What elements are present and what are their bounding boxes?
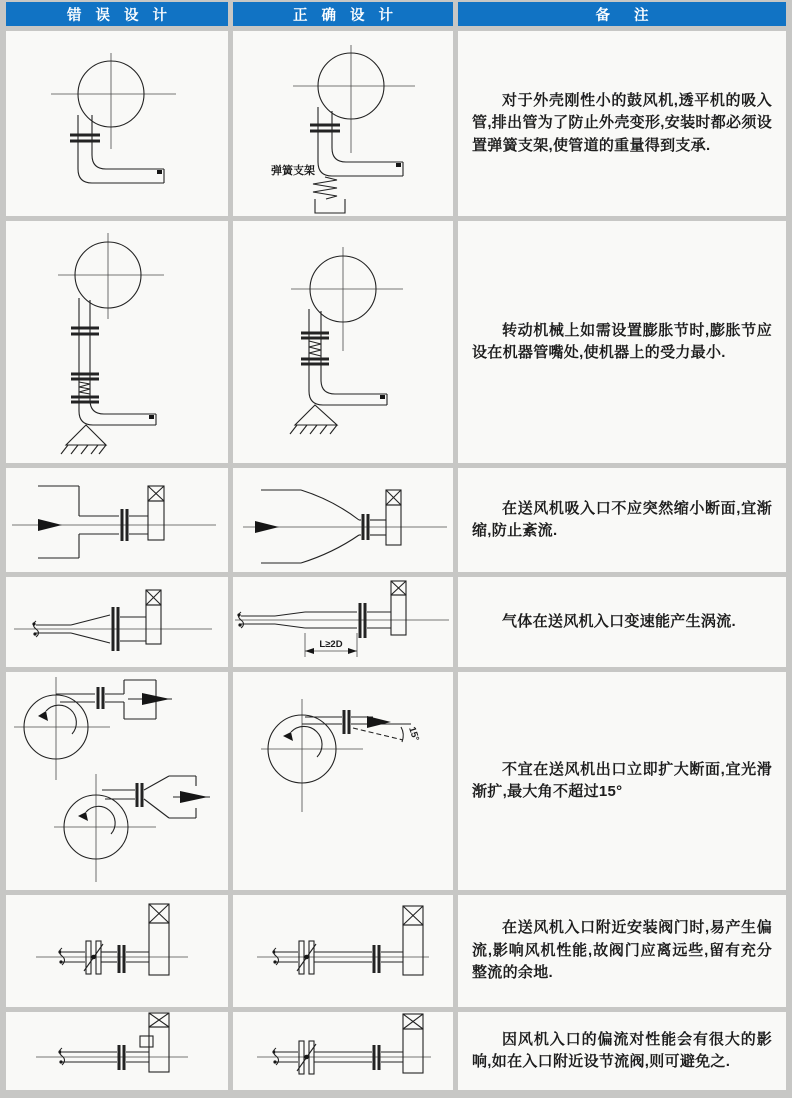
flange	[374, 1045, 379, 1070]
expansion-joint-far-diagram	[6, 221, 228, 463]
fan-unit	[149, 1013, 169, 1072]
suction-pipe-elbow	[79, 298, 156, 425]
row1-wrong-diagram	[6, 31, 228, 216]
butterfly-valve	[297, 941, 316, 974]
flange	[119, 945, 124, 973]
row1-correct-diagram	[233, 31, 453, 216]
flow-arrow	[255, 521, 279, 533]
flow-arrow	[38, 519, 62, 531]
row7-correct-diagram	[233, 1012, 453, 1090]
centerlines	[58, 233, 164, 319]
flange	[119, 1045, 124, 1070]
row6-note-cell	[458, 895, 786, 1007]
flange	[310, 125, 340, 131]
row2-correct-diagram	[233, 221, 453, 463]
length-dimension	[305, 633, 357, 657]
fan-unit	[386, 490, 401, 545]
spring-support	[313, 177, 345, 213]
expansion-at-inlet-diagram	[6, 577, 228, 667]
row2-wrong-diagram	[6, 221, 228, 463]
blower-with-spring-support-diagram	[233, 31, 453, 216]
row2-note: 转动机械上如需设置膨胀节时,膨胀节应设在机器管嘴处,使机器上的受力最小.	[472, 321, 772, 361]
suction-pipe-elbow	[309, 309, 387, 405]
row5-wrong-diagram	[6, 672, 228, 890]
angle-label: 15°	[406, 725, 422, 743]
header-notes: 备注	[458, 2, 786, 26]
fan-unit	[149, 904, 169, 975]
row7-note-cell	[458, 1012, 786, 1090]
fixed-support	[290, 405, 337, 434]
row3-note-cell	[458, 468, 786, 572]
straight-length-before-inlet-diagram	[233, 577, 453, 667]
row7-wrong-diagram	[6, 1012, 228, 1090]
row4-correct-diagram	[233, 577, 453, 667]
header-correct-design: 正确设计	[233, 2, 453, 26]
row1-note-cell	[458, 31, 786, 216]
no-throttle-valve-diagram	[6, 1012, 228, 1090]
row2-note-cell	[458, 221, 786, 463]
lower-fan	[54, 774, 210, 882]
inlet-stub-box	[140, 1036, 153, 1047]
row6-correct-diagram	[233, 895, 453, 1007]
valve-far-from-fan-diagram	[233, 895, 453, 1007]
row4-note-cell	[458, 577, 786, 667]
flange	[71, 328, 99, 334]
rotation-arrow	[283, 726, 322, 757]
row5-note: 不宜在送风机出口立即扩大断面,宜光滑渐扩,最大角不超过15°	[472, 760, 772, 800]
centerlines	[291, 247, 403, 351]
butterfly-valve	[297, 1041, 316, 1074]
fan-unit	[403, 1014, 423, 1073]
upper-fan	[14, 677, 172, 780]
sudden-contraction-diagram	[6, 468, 228, 572]
flange	[70, 135, 100, 141]
expansion-joint-at-nozzle-diagram	[233, 221, 453, 463]
row5-correct-diagram	[233, 672, 453, 890]
row3-correct-diagram	[233, 468, 453, 572]
valve-close-to-fan-diagram	[6, 895, 228, 1007]
fan-unit	[148, 486, 164, 540]
flange	[360, 603, 365, 638]
row3-note: 在送风机吸入口不应突然缩小断面,宜渐缩,防止紊流.	[472, 499, 772, 539]
flange	[374, 945, 379, 973]
row5-note-cell	[458, 672, 786, 890]
outlet-pipe	[302, 710, 411, 734]
row1-note: 对于外壳刚性小的鼓风机,透平机的吸入管,排出管为了防止外壳变形,安装时都必须设置弹簧支架,使管道的重量得到支承.	[472, 91, 772, 154]
expansion-joint	[71, 374, 99, 402]
centerlines	[293, 45, 415, 153]
fan-unit	[146, 590, 161, 644]
abrupt-outlet-expansion-diagram	[6, 672, 228, 890]
row7-note: 因风机入口的偏流对性能会有很大的影响,如在入口附近设节流阀,则可避免之.	[472, 1030, 772, 1070]
row4-wrong-diagram	[6, 577, 228, 667]
butterfly-valve	[84, 941, 103, 974]
blower-no-spring-support-diagram	[6, 31, 228, 216]
row3-wrong-diagram	[6, 468, 228, 572]
length-dimension-label: L≥2D	[319, 639, 343, 650]
gradual-contraction-diagram	[233, 468, 453, 572]
fan-unit	[391, 581, 406, 635]
smooth-outlet-expansion-diagram	[233, 672, 453, 890]
row6-wrong-diagram	[6, 895, 228, 1007]
spring-support-label: 弹簧支架	[271, 165, 315, 177]
throttle-valve-near-inlet-diagram	[233, 1012, 453, 1090]
row6-note: 在送风机入口附近安装阀门时,易产生偏流,影响风机性能,故阀门应离远些,留有充分整流的余地.	[472, 919, 772, 982]
expansion-joint	[301, 333, 329, 364]
fixed-support	[61, 425, 106, 454]
row4-note: 气体在送风机入口变速能产生涡流.	[502, 612, 736, 630]
centerlines	[51, 53, 176, 149]
fan-unit	[403, 906, 423, 975]
angle-annotation	[353, 726, 421, 743]
header-wrong-design: 错误设计	[6, 2, 228, 26]
